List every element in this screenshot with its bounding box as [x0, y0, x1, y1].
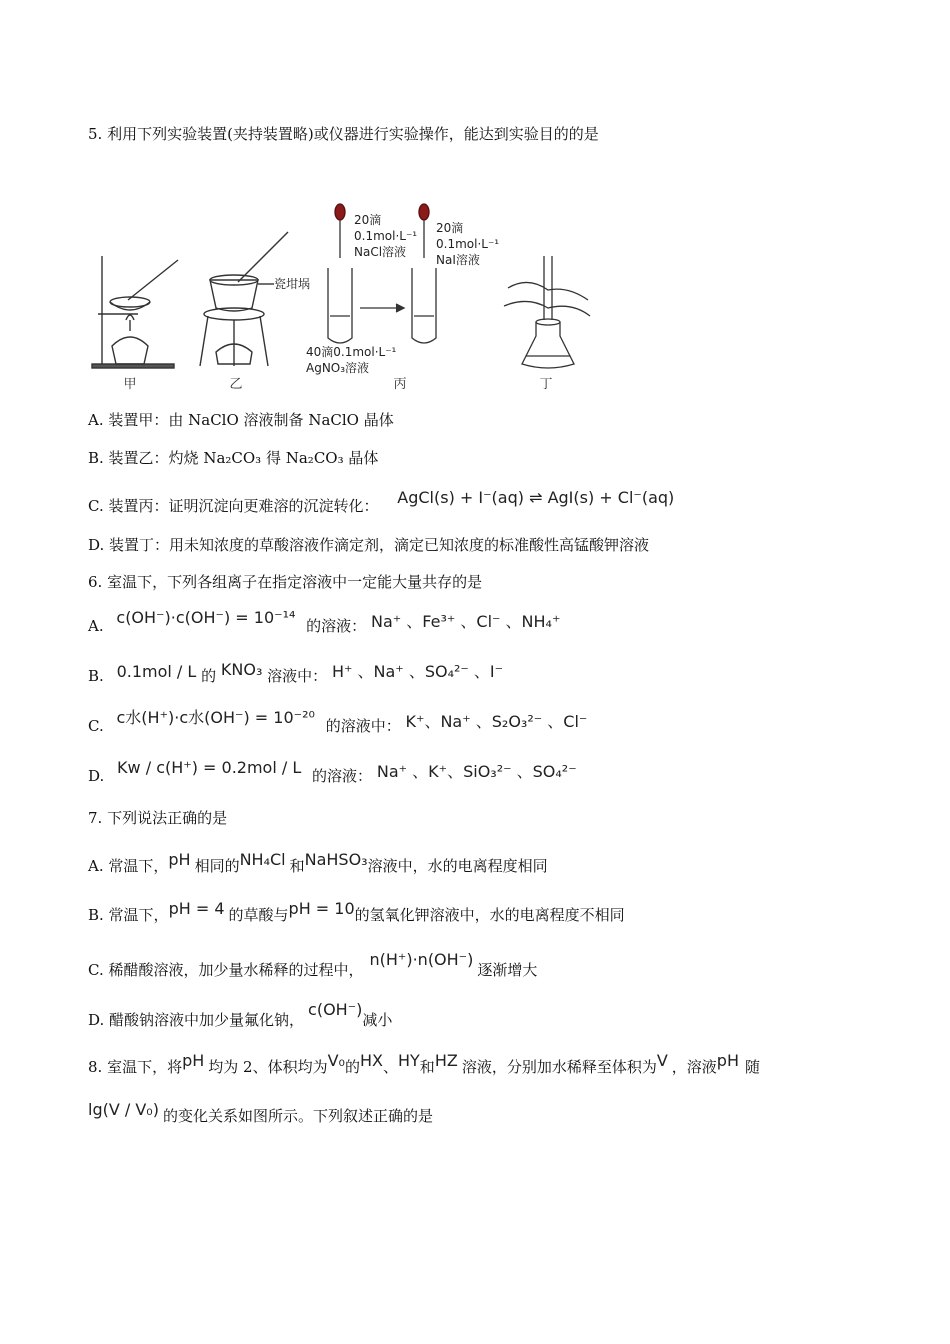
q7-d-text-2: 减小	[362, 1011, 393, 1029]
q7-option-a	[88, 850, 548, 876]
q6-c-ions: K⁺、Na⁺ 、S₂O₃²⁻ 、Cl⁻	[405, 712, 588, 731]
q8-text-line2: 的变化关系如图所示。下列叙述正确的是	[162, 1107, 433, 1125]
q8-text-c: 的	[344, 1058, 360, 1076]
q6-b-ions: H⁺ 、Na⁺ 、SO₄²⁻ 、I⁻	[331, 662, 504, 681]
q5-option-c-text: C. 装置丙：证明沉淀向更难溶的沉淀转化：	[88, 497, 379, 515]
q7-a-math-nh4cl: NH₄Cl	[239, 850, 286, 869]
q6-d-mid: 的溶液：	[312, 767, 373, 785]
q8-math-hy: HY	[397, 1051, 420, 1070]
label-crucible: 瓷坩埚	[274, 277, 311, 291]
q7-c-text-1: C. 稀醋酸溶液，加少量水稀释的过程中，	[88, 961, 364, 979]
q5-stem: 5. 利用下列实验装置(夹持装置略)或仪器进行实验操作，能达到实验目的的是	[88, 125, 599, 143]
q6-c-mid: 的溶液中：	[325, 717, 401, 735]
q7-option-c	[88, 950, 538, 980]
q8-math-lg: lg(V / V₀)	[88, 1100, 159, 1119]
apparatus-jia	[92, 256, 178, 368]
q8-text-e: 和	[419, 1058, 435, 1076]
q5-option-d: D. 装置丁：用未知浓度的草酸溶液作滴定剂，滴定已知浓度的标准酸性高锰酸钾溶液	[88, 536, 650, 554]
q8-math-ph-2: pH	[716, 1051, 739, 1070]
q6-b-condition: 0.1mol / L	[116, 662, 197, 681]
q6-a-mid: 的溶液：	[306, 617, 367, 635]
q6-d-condition: Kw / c(H⁺) = 0.2mol / L	[117, 758, 302, 777]
q7-a-text-4: 溶液中，水的电离程度相同	[367, 857, 548, 875]
q7-stem: 7. 下列说法正确的是	[88, 809, 228, 827]
q6-a-condition: c(OH⁻)·c(OH⁻) = 10⁻¹⁴	[116, 608, 296, 627]
q6-stem: 6. 室温下，下列各组离子在指定溶液中一定能大量共存的是	[88, 573, 483, 591]
label-jia: 甲	[123, 377, 137, 392]
q7-c-math: n(H⁺)·n(OH⁻)	[369, 950, 474, 969]
q5-option-c-equation: AgCl(s) + I⁻(aq) ⇌ AgI(s) + Cl⁻(aq)	[397, 488, 675, 507]
q8-text-h: 随	[744, 1058, 760, 1076]
q6-d-label: D.	[88, 767, 105, 785]
q7-d-text-1: D. 醋酸钠溶液中加少量氟化钠，	[88, 1011, 305, 1029]
q8-text-b: 均为 2、体积均为	[208, 1058, 328, 1076]
q8-line-2	[88, 1100, 433, 1126]
q8-math-hx: HX	[359, 1051, 383, 1070]
q8-math-hz: HZ	[434, 1051, 458, 1070]
apparatus-figure	[88, 196, 598, 396]
q8-text-a: 8. 室温下，将	[88, 1058, 183, 1076]
q7-b-text-1: B. 常温下，	[88, 906, 169, 924]
q6-a-label: A.	[88, 617, 104, 635]
q6-option-a	[88, 608, 561, 636]
q7-a-text-2: 相同的	[194, 857, 240, 875]
q6-option-b	[88, 660, 504, 686]
q8-text-f: 溶液，分别加水稀释至体积为	[461, 1058, 657, 1076]
q6-option-d	[88, 758, 577, 786]
drop1-line3: NaCl溶液	[354, 245, 407, 259]
label-ding: 丁	[539, 377, 553, 392]
q6-c-condition: c水(H⁺)·c水(OH⁻) = 10⁻²⁰	[116, 708, 315, 727]
q7-a-text-1: A. 常温下，	[88, 857, 169, 875]
q6-b-salt: KNO₃	[220, 660, 263, 679]
q7-a-text-3: 和	[289, 857, 305, 875]
label-yi: 乙	[229, 377, 243, 392]
q7-c-text-2: 逐渐增大	[477, 961, 538, 979]
apparatus-yi	[200, 232, 288, 366]
q5-option-b: B. 装置乙：灼烧 Na₂CO₃ 得 Na₂CO₃ 晶体	[88, 449, 379, 467]
q7-a-math-ph: pH	[168, 850, 191, 869]
q7-b-text-2: 的草酸与	[228, 906, 289, 924]
q7-d-math: c(OH⁻)	[308, 1000, 363, 1019]
q7-a-math-nahso3: NaHSO₃	[304, 850, 368, 869]
q8-text-g: ，溶液	[671, 1058, 717, 1076]
q6-b-mid1: 的	[201, 667, 217, 685]
label-bing: 丙	[393, 377, 407, 392]
q7-b-text-3: 的氢氧化钾溶液中，水的电离程度不相同	[354, 906, 625, 924]
q7-option-b	[88, 899, 625, 925]
q7-b-math-ph10: pH = 10	[288, 899, 355, 918]
q6-d-ions: Na⁺ 、K⁺、SiO₃²⁻ 、SO₄²⁻	[376, 762, 577, 781]
q6-c-label: C.	[88, 717, 104, 735]
tube-bottom-line1: 40滴0.1mol·L⁻¹	[306, 345, 397, 359]
q5-option-a: A. 装置甲：由 NaClO 溶液制备 NaClO 晶体	[88, 411, 394, 429]
drop1-line2: 0.1mol·L⁻¹	[354, 229, 418, 243]
q5-option-c	[88, 488, 675, 516]
q8-line-1	[88, 1051, 760, 1077]
q8-text-d: 、	[382, 1058, 398, 1076]
apparatus-bing	[328, 204, 436, 343]
q6-a-ions: Na⁺ 、Fe³⁺ 、Cl⁻ 、NH₄⁺	[370, 612, 561, 631]
q6-b-mid2: 溶液中：	[267, 667, 328, 685]
drop1-line1: 20滴	[354, 213, 382, 227]
drop2-line2: 0.1mol·L⁻¹	[436, 237, 500, 251]
q6-option-c	[88, 708, 588, 736]
drop2-line1: 20滴	[436, 221, 464, 235]
q8-math-v: V	[656, 1051, 668, 1070]
q8-math-ph: pH	[182, 1051, 205, 1070]
tube-bottom-line2: AgNO₃溶液	[306, 361, 370, 375]
apparatus-ding	[504, 256, 590, 368]
q8-math-v0: V₀	[327, 1051, 345, 1070]
q7-b-math-ph4: pH = 4	[168, 899, 225, 918]
drop2-line3: NaI溶液	[436, 253, 480, 267]
q7-option-d	[88, 1000, 393, 1030]
q6-b-label: B.	[88, 667, 104, 685]
